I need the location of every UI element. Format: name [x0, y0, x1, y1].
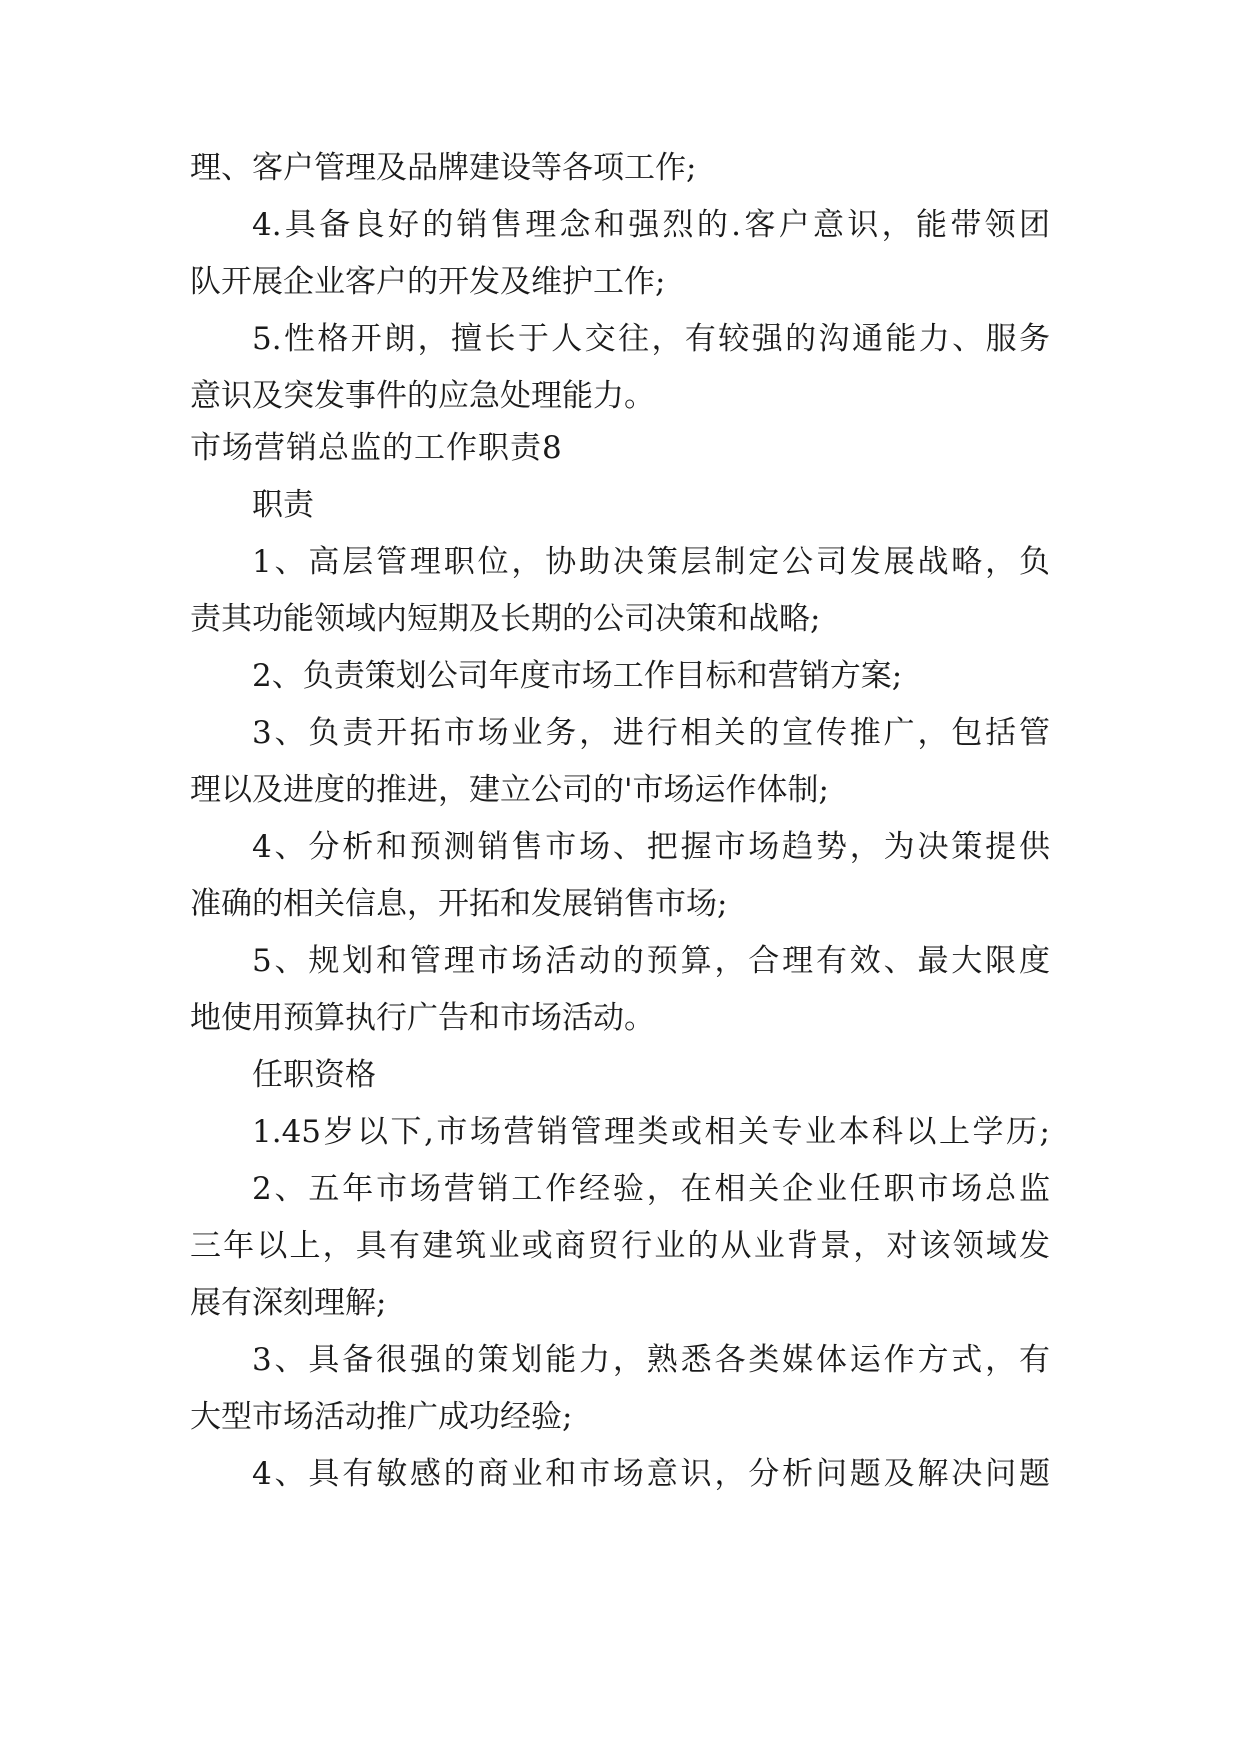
text-line: 2、负责策划公司年度市场工作目标和营销方案; [252, 658, 903, 694]
text-line: 4、具有敏感的商业和市场意识，分析问题及解决问题 [252, 1456, 1050, 1492]
text-line: 1.45岁以下,市场营销管理类或相关专业本科以上学历; [252, 1114, 1050, 1150]
text-line: 展有深刻理解; [190, 1285, 387, 1321]
text-line: 准确的相关信息，开拓和发展销售市场; [190, 886, 728, 922]
text-line: 2、五年市场营销工作经验，在相关企业任职市场总监 [252, 1171, 1050, 1207]
text-line: 4、分析和预测销售市场、把握市场趋势，为决策提供 [252, 829, 1050, 865]
text-line: 理、客户管理及品牌建设等各项工作; [190, 150, 697, 186]
text-line: 5、规划和管理市场活动的预算，合理有效、最大限度 [252, 943, 1050, 979]
subsection-heading-qualifications: 任职资格 [252, 1057, 376, 1093]
text-line: 4.具备良好的销售理念和强烈的.客户意识，能带领团 [252, 207, 1050, 243]
text-line: 理以及进度的推进，建立公司的'市场运作体制; [190, 772, 829, 808]
subsection-heading-duties: 职责 [252, 487, 314, 523]
text-line: 大型市场活动推广成功经验; [190, 1399, 573, 1435]
text-line: 地使用预算执行广告和市场活动。 [190, 1000, 655, 1036]
text-line: 1、高层管理职位，协助决策层制定公司发展战略，负 [252, 544, 1050, 580]
text-line: 3、具备很强的策划能力，熟悉各类媒体运作方式，有 [252, 1342, 1050, 1378]
text-line: 意识及突发事件的应急处理能力。 [190, 378, 655, 414]
text-line: 责其功能领域内短期及长期的公司决策和战略; [190, 601, 821, 637]
section-heading: 市场营销总监的工作职责8 [190, 430, 563, 466]
text-line: 3、负责开拓市场业务，进行相关的宣传推广，包括管 [252, 715, 1050, 751]
text-line: 队开展企业客户的开发及维护工作; [190, 264, 666, 300]
text-line: 三年以上，具有建筑业或商贸行业的从业背景，对该领域发 [190, 1228, 1050, 1264]
text-line: 5.性格开朗，擅长于人交往，有较强的沟通能力、服务 [252, 321, 1050, 357]
